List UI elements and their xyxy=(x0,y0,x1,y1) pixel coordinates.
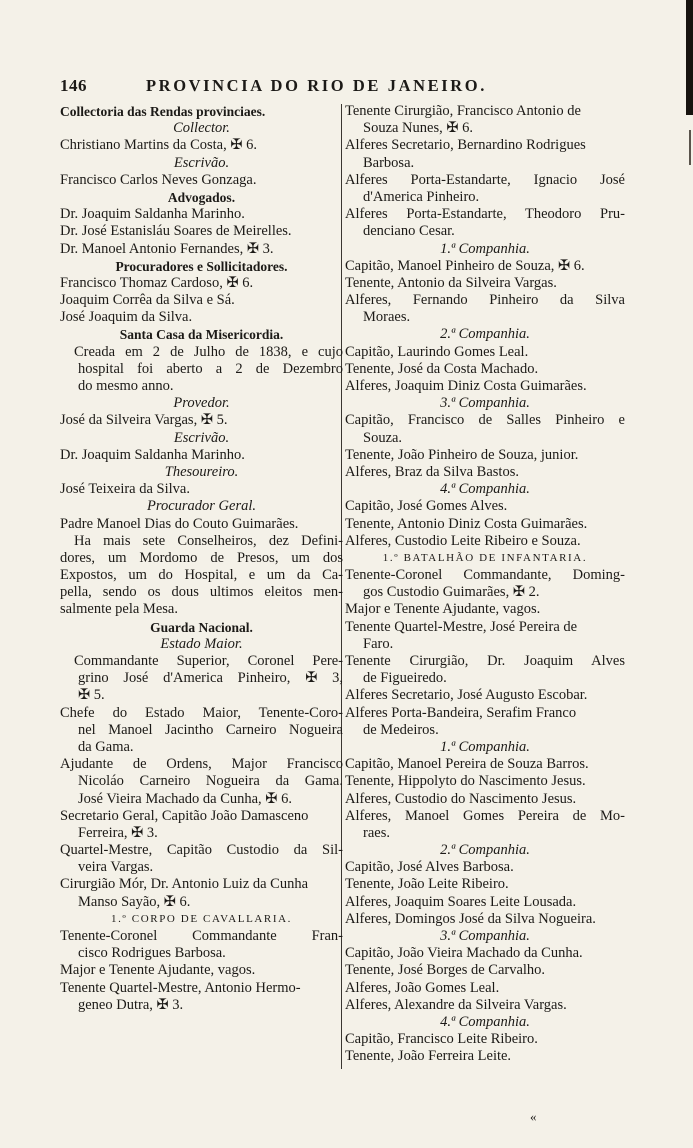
text-line: Procuradores e Sollicitadores. xyxy=(115,258,288,274)
text-line: Alferes, Fernando Pinheiro da Silva xyxy=(345,292,625,309)
text-line: Tenente Quartel-Mestre, Antonio Hermo- xyxy=(60,979,301,996)
foot-mark: « xyxy=(530,1109,537,1124)
text-line: geneo Dutra, ✠ 3. xyxy=(78,996,184,1013)
text-line: ✠ 5. xyxy=(78,687,105,704)
text-line: de Medeiros. xyxy=(363,721,439,738)
text-line: Tenente Quartel-Mestre, José Pereira de xyxy=(345,618,578,635)
text-line: nel Manoel Jacintho Carneiro Nogueira xyxy=(78,721,343,738)
text-line: Tenente-Coronel Commandante, Doming- xyxy=(345,567,625,584)
text-line: Alferes, Alexandre da Silveira Vargas. xyxy=(345,996,567,1013)
text-line: Alferes, Manoel Gomes Pereira de Mo- xyxy=(345,807,625,824)
text-line: Dr. Joaquim Saldanha Marinho. xyxy=(60,206,245,223)
text-line: Capitão, Manoel Pereira de Souza Barros. xyxy=(345,756,589,773)
text-line: Escrivão. xyxy=(173,154,230,171)
text-line: Capitão, Francisco de Salles Pinheiro e xyxy=(345,412,625,429)
text-line: Souza Nunes, ✠ 6. xyxy=(363,120,474,137)
text-line: Francisco Carlos Neves Gonzaga. xyxy=(60,171,257,188)
text-line: Alferes, João Gomes Leal. xyxy=(345,979,500,996)
text-line: Alferes, Domingos José da Silva Nogueira. xyxy=(345,910,596,927)
text-line: 4.ª Companhia. xyxy=(440,1013,530,1030)
text-line: 4.ª Companhia. xyxy=(440,481,530,498)
right-column xyxy=(345,103,625,1066)
text-line: Tenente, Hippolyto do Nascimento Jesus. xyxy=(345,773,586,790)
text-line: 2.ª Companhia. xyxy=(440,326,530,343)
text-line: Padre Manoel Dias do Couto Guimarães. xyxy=(60,515,299,532)
text-line: gos Custodio Guimarães, ✠ 2. xyxy=(363,584,540,601)
text-line: cisco Rodrigues Barbosa. xyxy=(78,945,226,962)
text-line: Alferes, Braz da Silva Bastos. xyxy=(345,463,519,480)
text-line: Nicoláo Carneiro Nogueira da Gama. xyxy=(78,773,343,790)
left-column xyxy=(60,103,343,1014)
text-line: Escrivão. xyxy=(173,429,230,446)
text-line: Barbosa. xyxy=(363,154,415,171)
text-line: Joaquim Corrêa da Silva e Sá. xyxy=(60,292,235,309)
page-number: 146 xyxy=(60,76,87,95)
text-line: Estado Maior. xyxy=(160,635,243,652)
text-line: Alferes Secretario, José Augusto Escobar. xyxy=(345,687,588,704)
text-line: Tenente, José Borges de Carvalho. xyxy=(345,962,546,979)
text-line: Moraes. xyxy=(363,309,411,326)
text-line: 1.º CORPO DE CAVALLARIA. xyxy=(110,912,293,925)
text-line: Alferes Porta-Bandeira, Serafim Franco xyxy=(345,704,577,721)
text-line: grino José d'America Pinheiro, ✠ 3, xyxy=(78,670,343,687)
text-line: Cirurgião Mór, Dr. Antonio Luiz da Cunha xyxy=(60,876,309,893)
text-line: Ha mais sete Conselheiros, dez Defini- xyxy=(74,532,343,549)
text-line: Ferreira, ✠ 3. xyxy=(78,824,158,841)
text-line: 1.ª Companhia. xyxy=(440,738,530,755)
text-line: pella, sendo os dous ultimos eleitos men- xyxy=(60,584,343,601)
text-line: Alferes, Custodio do Nascimento Jesus. xyxy=(345,790,577,807)
text-line: 2.ª Companhia. xyxy=(440,842,530,859)
text-line: Manso Sayão, ✠ 6. xyxy=(78,893,191,910)
text-line: Chefe do Estado Maior, Tenente-Coro- xyxy=(60,704,343,721)
text-line: Santa Casa da Misericordia. xyxy=(119,327,284,343)
text-line: Tenente, João Pinheiro de Souza, junior. xyxy=(345,446,579,463)
text-line: Francisco Thomaz Cardoso, ✠ 6. xyxy=(60,274,254,291)
text-line: Advogados. xyxy=(167,189,236,205)
text-line: dores, um Mordomo de Presos, um dos xyxy=(60,549,343,566)
text-line: Alferes Porta-Estandarte, Ignacio José xyxy=(345,171,625,188)
text-line: 1.ª Companhia. xyxy=(440,240,530,257)
text-line: Alferes Porta-Estandarte, Theodoro Pru- xyxy=(345,206,625,223)
text-line: Quartel-Mestre, Capitão Custodio da Sil- xyxy=(60,842,343,859)
text-line: hospital foi aberto a 2 de Dezembro xyxy=(78,360,343,377)
text-line: Alferes, Joaquim Diniz Costa Guimarães. xyxy=(345,378,587,394)
text-line: Tenente Cirurgião, Francisco Antonio de xyxy=(345,103,581,119)
text-line: Tenente, José da Costa Machado. xyxy=(345,360,539,377)
text-line: Capitão, José Alves Barbosa. xyxy=(345,859,514,876)
text-line: Guarda Nacional. xyxy=(150,619,253,635)
text-line: José Joaquim da Silva. xyxy=(60,309,193,326)
text-line: Dr. Manoel Antonio Fernandes, ✠ 3. xyxy=(60,240,274,257)
text-line: Souza. xyxy=(363,429,403,446)
text-line: Expostos, um do Hospital, e um da Ca- xyxy=(60,567,343,584)
text-line: salmente pela Mesa. xyxy=(60,601,178,618)
text-line: 1.º BATALHÃO DE INFANTARIA. xyxy=(382,551,588,564)
text-line: d'America Pinheiro. xyxy=(363,188,480,205)
text-line: Tenente-Coronel Commandante Fran- xyxy=(60,928,343,944)
text-line: Secretario Geral, Capitão João Damasceno xyxy=(60,807,309,824)
text-line: Major e Tenente Ajudante, vagos. xyxy=(345,601,541,618)
text-line: Dr. Joaquim Saldanha Marinho. xyxy=(60,446,245,463)
text-line: 3.ª Companhia. xyxy=(440,395,530,412)
text-line: Tenente Cirurgião, Dr. Joaquim Alves xyxy=(345,653,625,669)
text-line: de Figueiredo. xyxy=(363,670,447,687)
text-line: Collectoria das Rendas provinciaes. xyxy=(60,104,266,119)
text-line: Capitão, Manoel Pinheiro de Souza, ✠ 6. xyxy=(345,257,585,274)
text-line: Tenente, João Ferreira Leite. xyxy=(345,1048,512,1065)
text-line: Capitão, Laurindo Gomes Leal. xyxy=(345,343,529,360)
text-line: Provedor. xyxy=(173,395,230,412)
text-line: Dr. José Estanisláu Soares de Meirelles. xyxy=(60,223,292,240)
text-line: veira Vargas. xyxy=(78,859,154,876)
text-line: Faro. xyxy=(363,635,394,652)
text-line: José da Silveira Vargas, ✠ 5. xyxy=(60,412,228,429)
text-line: Procurador Geral. xyxy=(146,498,256,515)
text-line: José Vieira Machado da Cunha, ✠ 6. xyxy=(78,790,292,807)
text-line: José Teixeira da Silva. xyxy=(60,481,190,498)
text-line: 3.ª Companhia. xyxy=(440,928,530,944)
page-edge-shadow xyxy=(686,0,693,115)
text-line: do mesmo anno. xyxy=(78,378,174,394)
text-line: Ajudante de Ordens, Major Francisco xyxy=(60,756,343,773)
text-line: Thesoureiro. xyxy=(164,463,239,480)
text-line: Capitão, João Vieira Machado da Cunha. xyxy=(345,945,583,962)
text-line: Christiano Martins da Costa, ✠ 6. xyxy=(60,137,258,154)
text-line: Major e Tenente Ajudante, vagos. xyxy=(60,962,256,979)
text-line: Alferes, Custodio Leite Ribeiro e Souza. xyxy=(345,532,581,549)
text-line: da Gama. xyxy=(78,738,134,755)
text-line: Tenente, Antonio da Silveira Vargas. xyxy=(345,274,557,291)
text-line: Capitão, Francisco Leite Ribeiro. xyxy=(345,1031,538,1048)
text-line: raes. xyxy=(363,824,390,841)
page-header xyxy=(60,76,622,98)
page-edge-mark xyxy=(689,130,691,165)
text-line: Tenente, João Leite Ribeiro. xyxy=(345,876,509,893)
text-line: denciano Cesar. xyxy=(363,223,455,240)
text-line: Alferes, Joaquim Soares Leite Lousada. xyxy=(345,893,577,910)
text-line: Capitão, José Gomes Alves. xyxy=(345,498,508,515)
text-line: Commandante Superior, Coronel Pere- xyxy=(74,653,343,669)
text-line: Alferes Secretario, Bernardino Rodrigues xyxy=(345,137,586,154)
page-title: PROVINCIA DO RIO DE JANEIRO. xyxy=(146,76,487,95)
text-line: Tenente, Antonio Diniz Costa Guimarães. xyxy=(345,515,588,532)
text-line: Collector. xyxy=(173,120,230,137)
text-line: Creada em 2 de Julho de 1838, e cujo xyxy=(74,343,343,360)
